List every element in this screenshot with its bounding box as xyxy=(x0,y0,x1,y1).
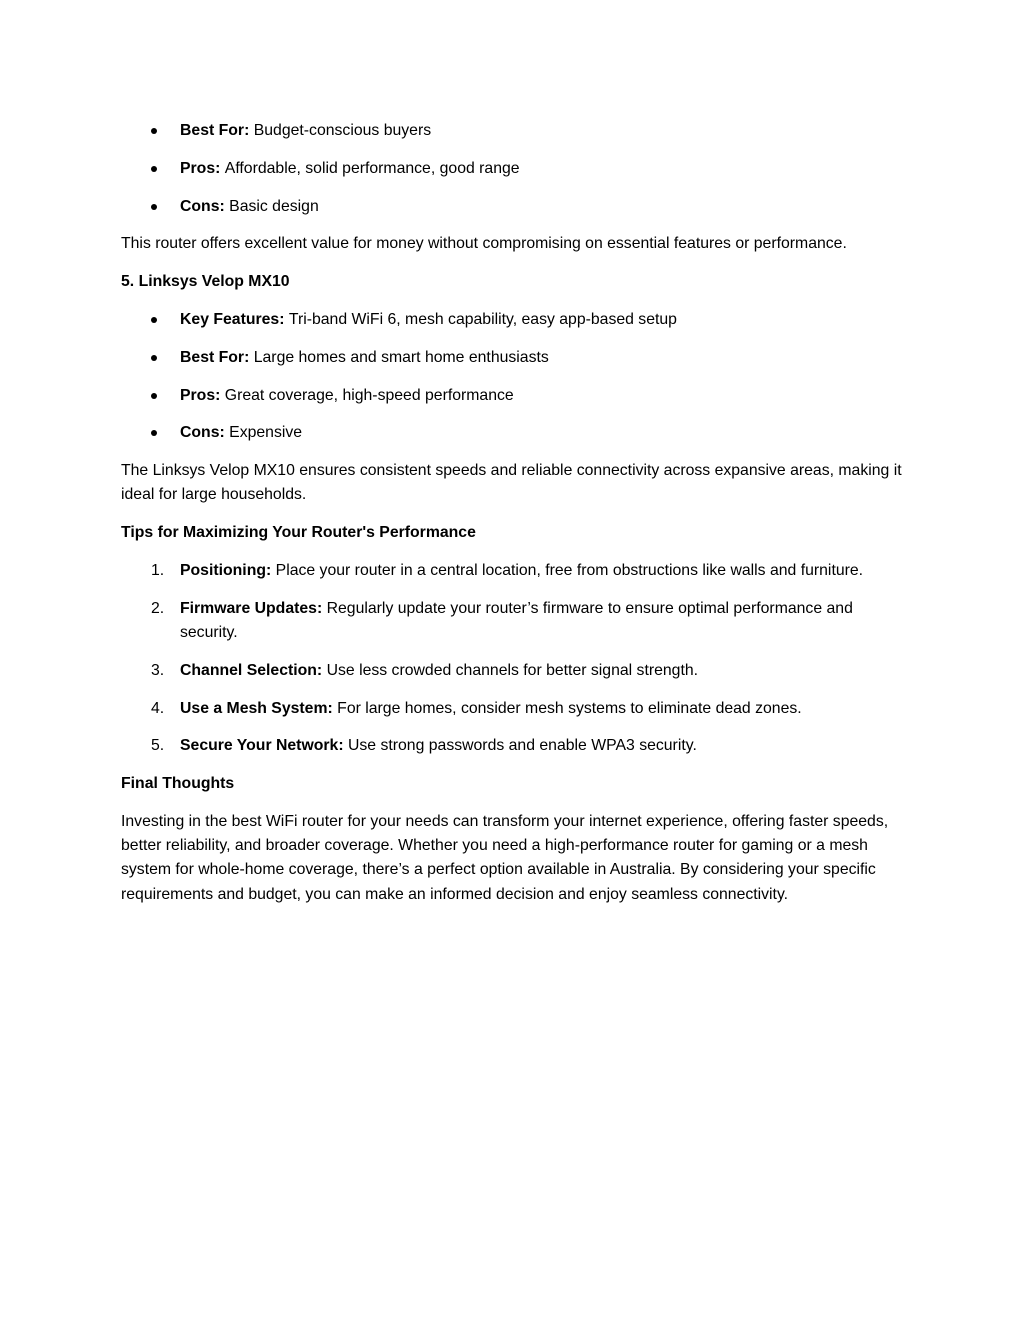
linksys-paragraph: The Linksys Velop MX10 ensures consistent speeds and reliable connectivity across expansive areas, making it ideal for large households. xyxy=(121,462,902,504)
bullet-icon xyxy=(151,317,157,323)
document-content xyxy=(121,119,911,920)
tip-text: Place your router in a central location, free from obstructions like walls and furniture. xyxy=(275,561,864,579)
bullet-text: Basic design xyxy=(229,197,319,215)
bullet-icon xyxy=(151,166,157,172)
list-item xyxy=(121,308,911,332)
list-item xyxy=(121,559,911,583)
bullet-text: Affordable, solid performance, good range xyxy=(224,159,520,177)
tip-label: Use a Mesh System: xyxy=(180,699,338,717)
list-number: 4. xyxy=(151,699,165,717)
tip-label: Positioning: xyxy=(180,561,276,579)
list-item xyxy=(121,659,911,683)
tip-label: Channel Selection: xyxy=(180,661,327,679)
linksys-bullet-list xyxy=(121,308,911,446)
tip-text: Use strong passwords and enable WPA3 security. xyxy=(347,737,697,755)
list-item xyxy=(121,597,911,645)
bullet-text: Tri-band WiFi 6, mesh capability, easy app-based setup xyxy=(288,310,677,328)
list-item xyxy=(121,697,911,721)
bullet-text: Large homes and smart home enthusiasts xyxy=(253,348,549,366)
bullet-label: Best For: xyxy=(180,122,254,139)
bullet-text: Budget-conscious buyers xyxy=(253,122,432,139)
tip-text: For large homes, consider mesh systems to eliminate dead zones. xyxy=(337,699,802,717)
tip-label: Firmware Updates: xyxy=(180,599,327,617)
list-item xyxy=(121,157,911,181)
list-item xyxy=(121,384,911,408)
bullet-icon xyxy=(151,128,157,134)
list-item xyxy=(121,734,911,758)
list-item xyxy=(121,195,911,219)
bullet-icon xyxy=(151,393,157,399)
bullet-label: Pros: xyxy=(180,386,225,404)
tip-text: Use less crowded channels for better signal strength. xyxy=(326,661,699,679)
final-heading: Final Thoughts xyxy=(121,775,235,793)
list-number: 5. xyxy=(151,737,165,755)
list-item xyxy=(121,421,911,445)
list-item xyxy=(121,346,911,370)
tips-list xyxy=(121,559,911,759)
bullet-label: Best For: xyxy=(180,348,254,366)
tip-label: Secure Your Network: xyxy=(180,737,348,755)
list-number: 3. xyxy=(151,661,165,679)
top-bullet-list xyxy=(121,119,911,219)
tip-text: Regularly update your router’s firmware to ensure optimal performance and security. xyxy=(180,599,853,641)
list-item xyxy=(121,119,911,143)
final-paragraph: Investing in the best WiFi router for your needs can transform your internet experience, offering faster speeds, better reliability, and broader coverage. Whether you need a high-performance router for gaming or a mesh system for whole-home coverage, there’s a perfect option available in Australia. By considering your specific requirements and budget, you can make an informed decision and enjoy seamless connectivity. xyxy=(121,812,889,903)
value-paragraph: This router offers excellent value for money without compromising on essential features or performance. xyxy=(121,235,847,253)
list-number: 2. xyxy=(151,599,165,617)
bullet-icon xyxy=(151,204,157,210)
bullet-icon xyxy=(151,430,157,436)
list-number: 1. xyxy=(151,561,165,579)
bullet-label: Key Features: xyxy=(180,310,289,328)
bullet-icon xyxy=(151,355,157,361)
linksys-heading: 5. Linksys Velop MX10 xyxy=(121,273,290,291)
bullet-label: Cons: xyxy=(180,424,230,442)
bullet-label: Pros: xyxy=(180,159,225,177)
tips-heading: Tips for Maximizing Your Router's Performance xyxy=(121,524,476,542)
bullet-text: Great coverage, high-speed performance xyxy=(224,386,514,404)
bullet-label: Cons: xyxy=(180,197,230,215)
bullet-text: Expensive xyxy=(229,424,303,442)
